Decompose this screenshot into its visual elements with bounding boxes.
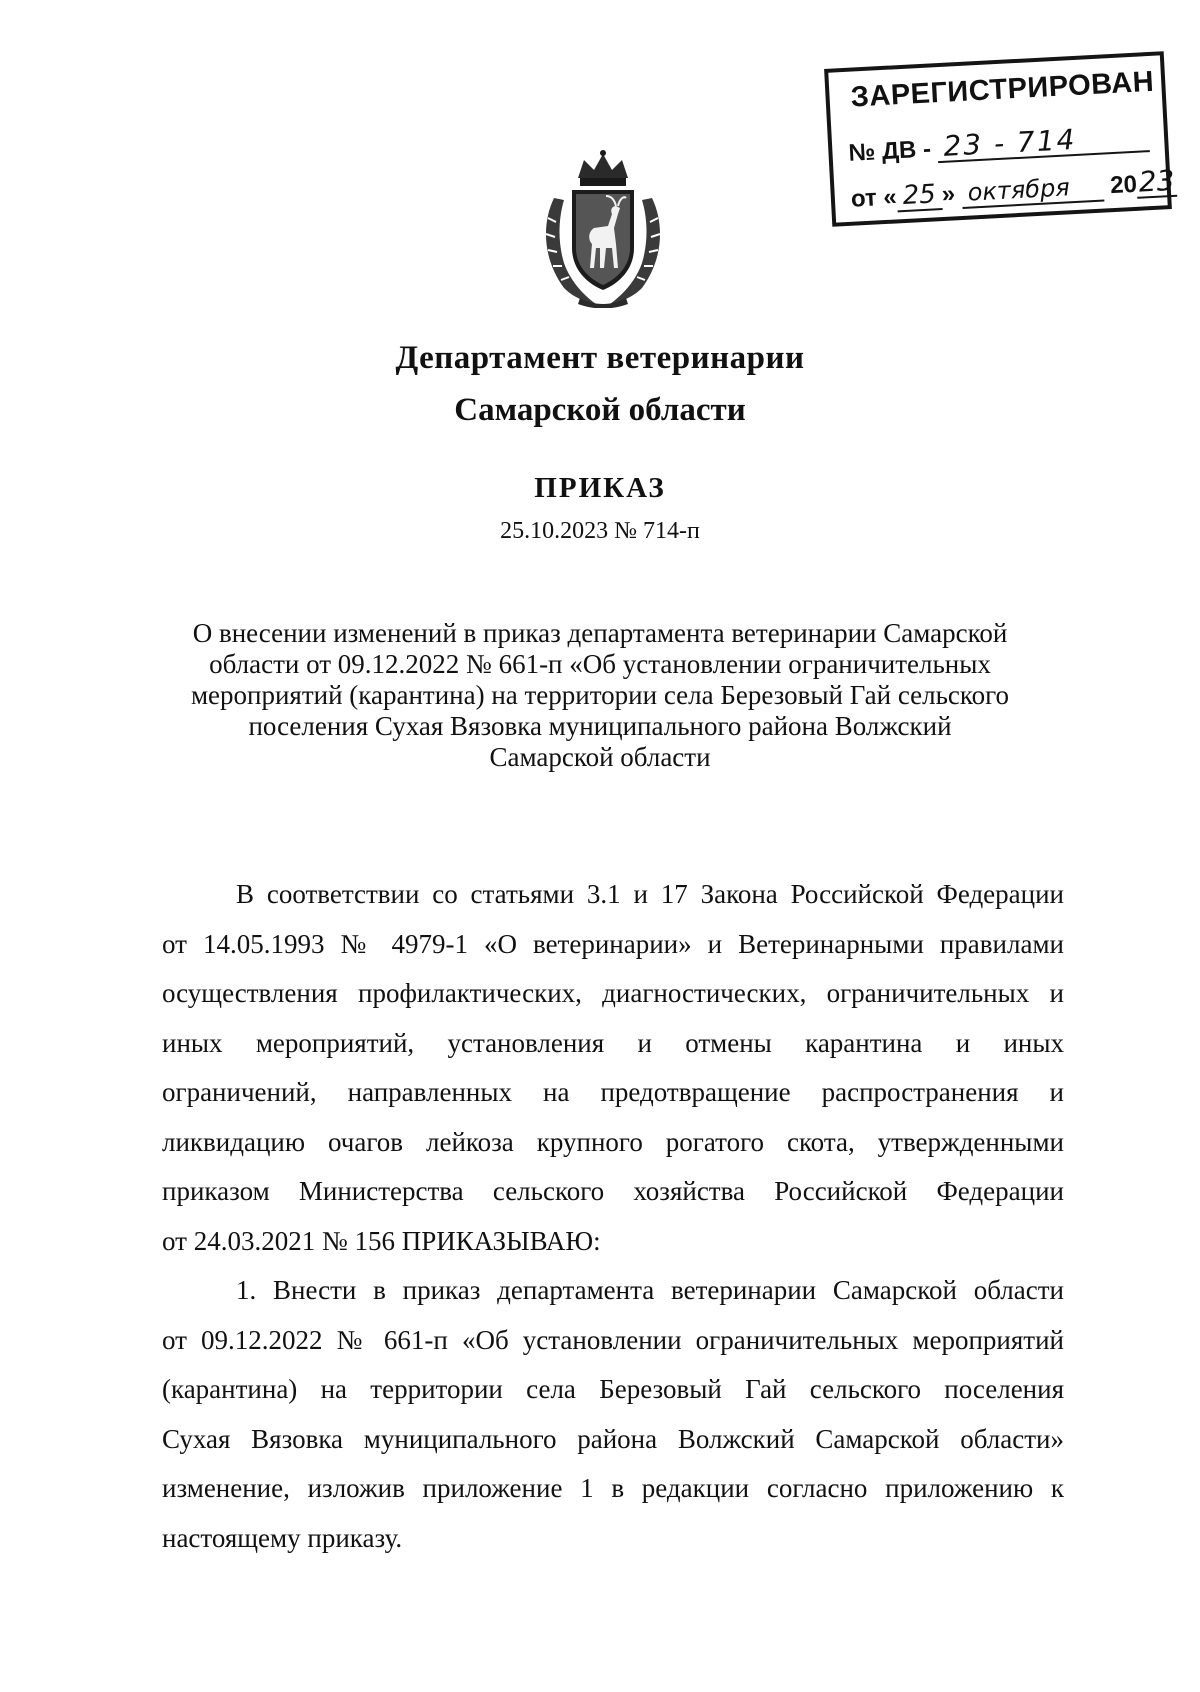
subject-line: мероприятий (карантина) на территории села Березовый Гай сельского xyxy=(190,680,1010,710)
body-line: Сухая Вязовка муниципального района Волжский Самарской области» xyxy=(162,1423,1064,1454)
samara-coat-of-arms-icon xyxy=(534,148,672,308)
body-line: В соответствии со статьями 3.1 и 17 Закона Российской Федерации xyxy=(236,879,1064,909)
body-line: изменение, изложив приложение 1 в редакции согласно приложению к xyxy=(162,1473,1064,1503)
stamp-number-row xyxy=(848,122,1150,168)
body-line: 1. Внести в приказ департамента ветеринарии Самарской области xyxy=(236,1275,1064,1305)
subject-line: области от 09.12.2022 № 661-п «Об установлении ограничительных xyxy=(209,649,991,679)
stamp-date-day: 25 xyxy=(896,180,943,212)
body-line: от 09.12.2022 № 661-п «Об установлении ограничительных мероприятий xyxy=(162,1324,1064,1355)
document-date-number: 25.10.2023 № 714-п xyxy=(500,518,700,544)
paragraph-preamble xyxy=(162,870,1064,1266)
body-line: ликвидацию очагов лейкоза крупного рогатого скота, утвержденными xyxy=(162,1126,1064,1157)
body-line: приказом Министерства сельского хозяйства Российской Федерации xyxy=(162,1176,1064,1206)
document-subject xyxy=(170,618,1030,773)
department-name-line1: Департамент ветеринарии xyxy=(395,340,805,376)
stamp-date-close: » xyxy=(941,180,956,209)
subject-line: поселения Сухая Вязовка муниципального района Волжский xyxy=(248,711,952,741)
body-line: настоящему приказу. xyxy=(162,1522,403,1553)
body-line: осуществления профилактических, диагностических, ограничительных и xyxy=(162,978,1064,1008)
stamp-date-row xyxy=(850,163,1177,215)
body-line: от 14.05.1993 № 4979-1 «О ветеринарии» и Ветеринарными правилами xyxy=(162,928,1064,959)
stamp-date-year-prefix: 20 xyxy=(1109,170,1138,200)
stamp-title: ЗАРЕГИСТРИРОВАН xyxy=(849,65,1155,114)
body-line: ограничений, направленных на предотвращение распространения и xyxy=(162,1077,1064,1107)
stamp-number-value: 23 - 714 xyxy=(937,122,1150,163)
registration-stamp xyxy=(824,51,1176,227)
subject-line: Самарской области xyxy=(489,742,711,772)
subject-line: О внесении изменений в приказ департамента ветеринарии Самарской xyxy=(192,618,1008,648)
body-line: иных мероприятий, установления и отмены карантина и иных xyxy=(162,1027,1064,1058)
body-line: (карантина) на территории села Березовый Гай сельского поселения xyxy=(162,1374,1064,1404)
stamp-number-label: № ДВ - xyxy=(847,135,932,167)
paragraph-item-1 xyxy=(162,1266,1064,1563)
document-title: ПРИКАЗ xyxy=(534,472,666,504)
body-line: от 24.03.2021 № 156 ПРИКАЗЫВАЮ: xyxy=(162,1225,601,1256)
stamp-date-prefix: от « xyxy=(850,183,898,213)
department-name-line2: Самарской области xyxy=(454,392,746,428)
stamp-date-month: октября xyxy=(961,172,1104,209)
document-body xyxy=(162,870,1064,1563)
stamp-date-year-suffix: 23 xyxy=(1137,163,1176,199)
